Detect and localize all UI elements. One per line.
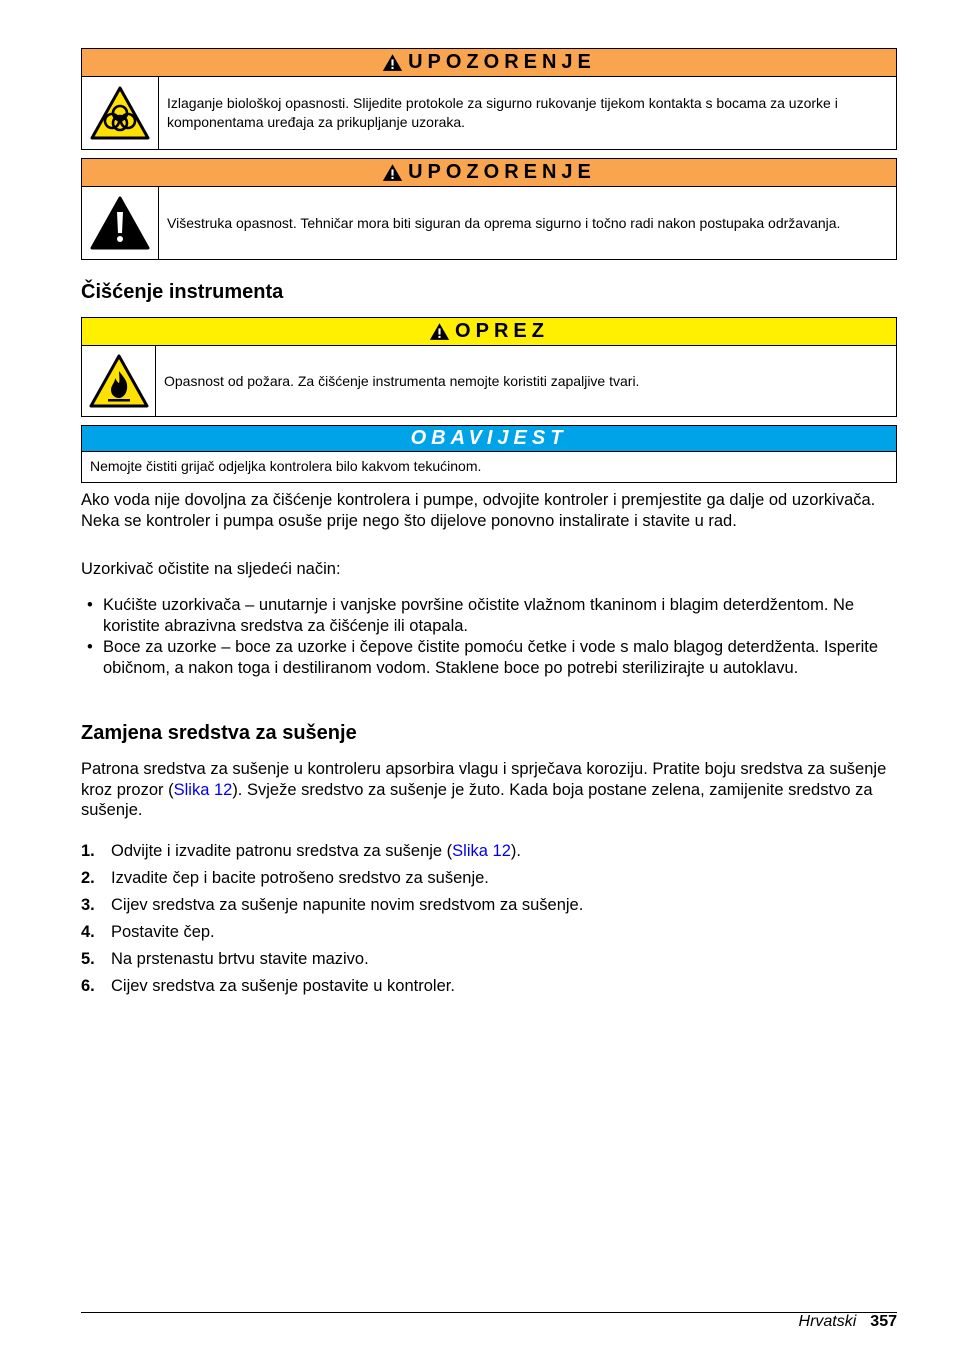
figure-link[interactable]: Slika 12	[173, 780, 233, 799]
section-title-cleaning: Čišćenje instrumenta	[81, 281, 284, 303]
section-title-desiccant: Zamjena sredstva za sušenje	[81, 722, 357, 744]
warning-text: Višestruka opasnost. Tehničar mora biti siguran da oprema sigurno i točno radi nakon postupaka održavanja.	[167, 214, 841, 231]
signal-word: OBAVIJEST	[410, 427, 568, 449]
signal-word: OPREZ	[455, 320, 549, 342]
caution-header	[82, 318, 896, 346]
step-number: 1.	[81, 842, 95, 860]
step-number: 2.	[81, 869, 95, 887]
text-span: Patrona sredstva za sušenje u kontroleru apsorbira vlagu i sprječava koroziju. Pratite boju sredstva za sušenje kroz prozor (	[81, 760, 887, 799]
desiccant-paragraph	[81, 759, 897, 821]
step-text: Odvijte i izvadite patronu sredstva za sušenje (Slika 12).	[111, 842, 521, 860]
notice-text: Nemojte čistiti grijač odjeljka kontrolera bilo kakvom tekućinom.	[90, 458, 482, 474]
cleaning-list	[81, 595, 897, 679]
warning-triangle-icon	[382, 53, 403, 72]
text-span: ). Svježe sredstvo za sušenje je žuto. Kada boja postane zelena, zamijenite sredstvo za sušenje.	[81, 780, 873, 819]
step-number: 5.	[81, 950, 95, 968]
step-text: Cijev sredstva za sušenje postavite u kontroler.	[111, 977, 455, 995]
biohazard-icon	[82, 77, 159, 149]
step-number: 3.	[81, 896, 95, 914]
caution-box-fire	[81, 317, 897, 417]
exclamation-hazard-icon	[82, 187, 159, 259]
page-footer	[799, 1313, 897, 1331]
caution-text: Opasnost od požara. Za čišćenje instrumenta nemojte koristiti zapaljive tvari.	[164, 372, 640, 389]
warning-triangle-icon	[382, 163, 403, 182]
signal-word: UPOZORENJE	[408, 161, 596, 183]
step-text: Na prstenastu brtvu stavite mazivo.	[111, 950, 369, 968]
notice-box	[81, 425, 897, 483]
step-item	[81, 922, 897, 949]
step-text: Cijev sredstva za sušenje napunite novim sredstvom za sušenje.	[111, 896, 584, 914]
warning-box-biohazard	[81, 48, 897, 150]
warning-header	[82, 159, 896, 187]
step-item	[81, 841, 897, 868]
list-item: • Boce za uzorke – boce za uzorke i čepove čistite pomoću četke i vode s malo blagog deterdženta. Isperite običnom, a nakon toga i destiliranom vodom. Staklene boce po potrebi sterilizirajte u autoklavu.	[81, 637, 897, 678]
cleaning-intro: Uzorkivač očistite na sljedeći način:	[81, 560, 341, 578]
replacement-steps	[81, 841, 897, 1003]
page-number: 357	[870, 1313, 897, 1330]
step-number: 6.	[81, 977, 95, 995]
step-text: Postavite čep.	[111, 923, 215, 941]
step-item	[81, 868, 897, 895]
footer-language: Hrvatski	[798, 1313, 857, 1330]
step-number: 4.	[81, 923, 95, 941]
signal-word: UPOZORENJE	[408, 51, 596, 73]
notice-header	[82, 426, 896, 452]
step-item	[81, 895, 897, 922]
cleaning-paragraph: Ako voda nije dovoljna za čišćenje kontrolera i pumpe, odvojite kontroler i premjestite ga dalje od uzorkivača. Neka se kontroler i pumpa osuše prije nego što dijelove ponovno instalirate i stavite u rad.	[81, 491, 876, 530]
warning-text: Izlaganje biološkoj opasnosti. Slijedite protokole za sigurno rukovanje tijekom kontakta s bocama za uzorke i komponentama uređaja za prikupljanje uzoraka.	[167, 95, 838, 130]
footer-divider	[81, 1312, 897, 1313]
step-item	[81, 976, 897, 1003]
step-text: Izvadite čep i bacite potrošeno sredstvo za sušenje.	[111, 869, 489, 887]
warning-triangle-icon	[429, 322, 450, 341]
warning-box-multiple-hazard	[81, 158, 897, 260]
figure-link[interactable]: Slika 12	[452, 842, 511, 860]
list-item: • Kućište uzorkivača – unutarnje i vanjske površine očistite vlažnom tkaninom i blagim deterdžentom. Ne koristite abrazivna sredstva za čišćenje ili otapala.	[81, 595, 897, 636]
flammable-icon	[82, 346, 156, 416]
warning-header	[82, 49, 896, 77]
step-item	[81, 949, 897, 976]
